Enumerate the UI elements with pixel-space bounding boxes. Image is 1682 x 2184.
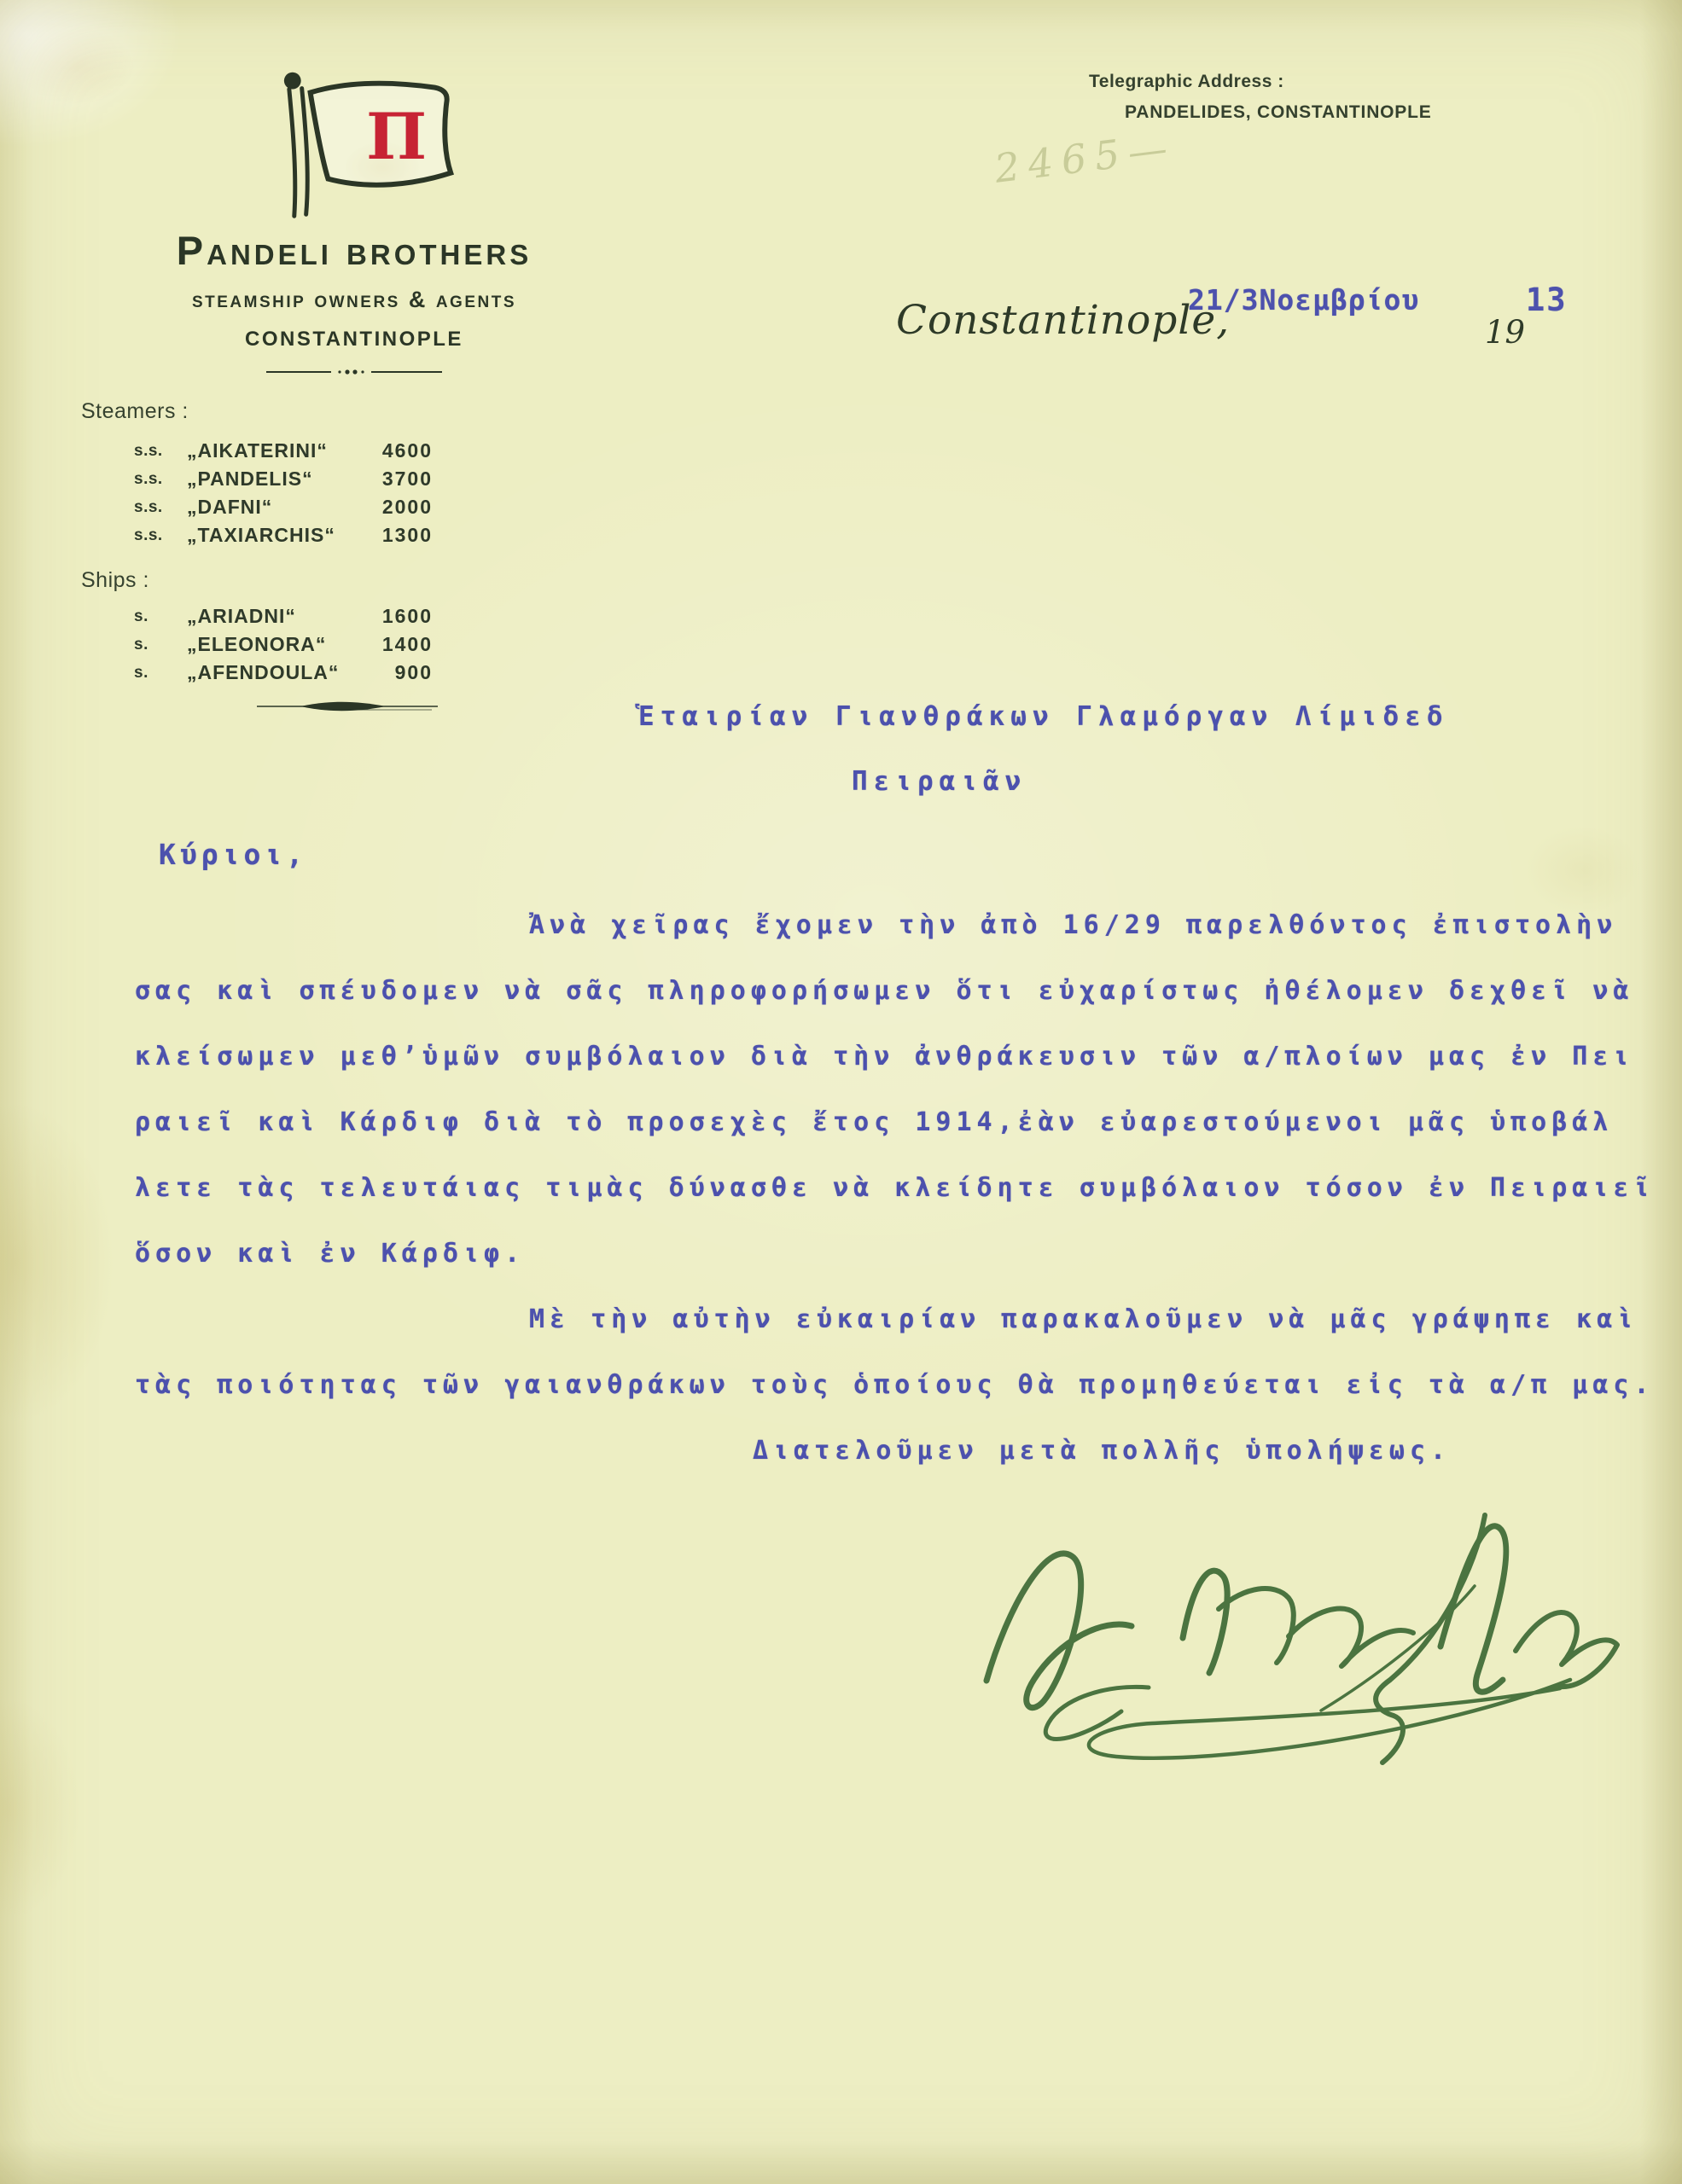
steamer-row — [134, 496, 433, 521]
body-line: λετε τὰς τελευτάιας τιμὰς δύνασθε νὰ κλείδητε συμβόλαιον τόσον ἐν Πειραιεῖ — [135, 1173, 1655, 1203]
ship-row — [134, 633, 433, 659]
vessel-tonnage: 1400 — [381, 633, 433, 655]
vessel-name: „AIKATERINI“ — [187, 439, 328, 462]
steamer-row — [134, 468, 433, 493]
telegraphic-address-value: PANDELIDES, CONSTANTINOPLE — [1125, 102, 1432, 122]
steamers-label: Steamers : — [81, 399, 189, 423]
dateline-year-prefix: 19 — [1485, 314, 1526, 351]
flag-pole-knob — [284, 73, 301, 90]
vessel-tonnage: 4600 — [381, 439, 433, 462]
dateline-typed-year: 13 — [1526, 282, 1568, 318]
signature — [963, 1483, 1645, 1781]
vessel-tonnage: 1300 — [381, 524, 433, 546]
body-line: Ἀνὰ χεῖρας ἔχομεν τὴν ἀπὸ 16/29 παρελθόντος ἐπιστολὴν — [529, 910, 1618, 940]
salutation: Κύριοι, — [159, 838, 308, 871]
vessel-name: „TAXIARCHIS“ — [187, 524, 335, 546]
company-name: Pandeli brothers — [176, 228, 533, 273]
vessel-prefix: s. — [134, 607, 148, 625]
vessel-prefix: s.s. — [134, 526, 163, 544]
body-line: τὰς ποιότητας τῶν γαιανθράκων τοὺς ὁποίους θὰ προμηθεύεται εἰς τὰ α/π μας. — [135, 1370, 1655, 1400]
vessel-tonnage: 1600 — [381, 605, 433, 627]
divider-ornament — [265, 367, 444, 377]
diamond-divider — [256, 700, 439, 713]
addressee-line-2: Πειραιᾶν — [852, 766, 1027, 797]
telegraphic-address-label: Telegraphic Address : — [1089, 72, 1284, 91]
vessel-prefix: s.s. — [134, 470, 163, 488]
addressee-line-1: Ἑταιρίαν Γιανθράκων Γλαμόργαν Λίμιδεδ — [638, 701, 1449, 732]
vessel-name: „AFENDOULA“ — [187, 661, 340, 683]
vessel-prefix: s.s. — [134, 498, 163, 516]
vessel-tonnage: 900 — [394, 661, 433, 683]
letter-body — [135, 892, 1671, 1484]
body-line: Μὲ τὴν αὐτὴν εὐκαιρίαν παρακαλοῦμεν νὰ μᾶς γράψηπε καὶ — [529, 1304, 1638, 1334]
dateline-place: Constantinople, — [896, 297, 1231, 344]
body-line: ὅσον καὶ ἐν Κάρδιφ. — [135, 1239, 526, 1269]
company-city: CONSTANTINOPLE — [245, 328, 463, 351]
pencil-annotation: 2465— — [992, 124, 1179, 192]
dateline-typed-date: 21/3Νοεμβρίου — [1188, 283, 1420, 317]
vessel-name: „DAFNI“ — [187, 496, 273, 518]
vessel-prefix: s.s. — [134, 442, 163, 460]
ships-label: Ships : — [81, 568, 149, 592]
vessel-prefix: s. — [134, 664, 148, 682]
flag-letter: Π — [366, 97, 428, 174]
steamer-row — [134, 524, 433, 549]
body-line: κλείσωμεν μεθ’ὑμῶν συμβόλαιον διὰ τὴν ἀνθράκευσιν τῶν α/πλοίων μας ἐν Πει — [135, 1042, 1634, 1072]
steamer-row — [134, 439, 433, 465]
vessel-tonnage: 2000 — [381, 496, 433, 518]
vessel-name: „ELEONORA“ — [187, 633, 327, 655]
company-flag-logo — [271, 65, 474, 224]
vessel-name: „PANDELIS“ — [187, 468, 313, 490]
body-line: σας καὶ σπέυδομεν νὰ σᾶς πληροφορήσωμεν ὅτι εὐχαρίστως ἠθέλομεν δεχθεῖ νὰ — [135, 976, 1634, 1006]
company-subtitle: steamship owners & agents — [191, 287, 517, 312]
body-line: ραιεῖ καὶ Κάρδιφ διὰ τὸ προσεχὲς ἔτος 1914,ἐὰν εὐαρεστούμενοι μᾶς ὑποβάλ — [135, 1107, 1614, 1137]
vessel-name: „ARIADNI“ — [187, 605, 296, 627]
vessel-tonnage: 3700 — [381, 468, 433, 490]
ship-row — [134, 605, 433, 630]
ship-row — [134, 661, 433, 687]
closing-line: Διατελοῦμεν μετὰ πολλῆς ὑπολήψεως. — [753, 1436, 1452, 1466]
vessel-prefix: s. — [134, 636, 148, 653]
